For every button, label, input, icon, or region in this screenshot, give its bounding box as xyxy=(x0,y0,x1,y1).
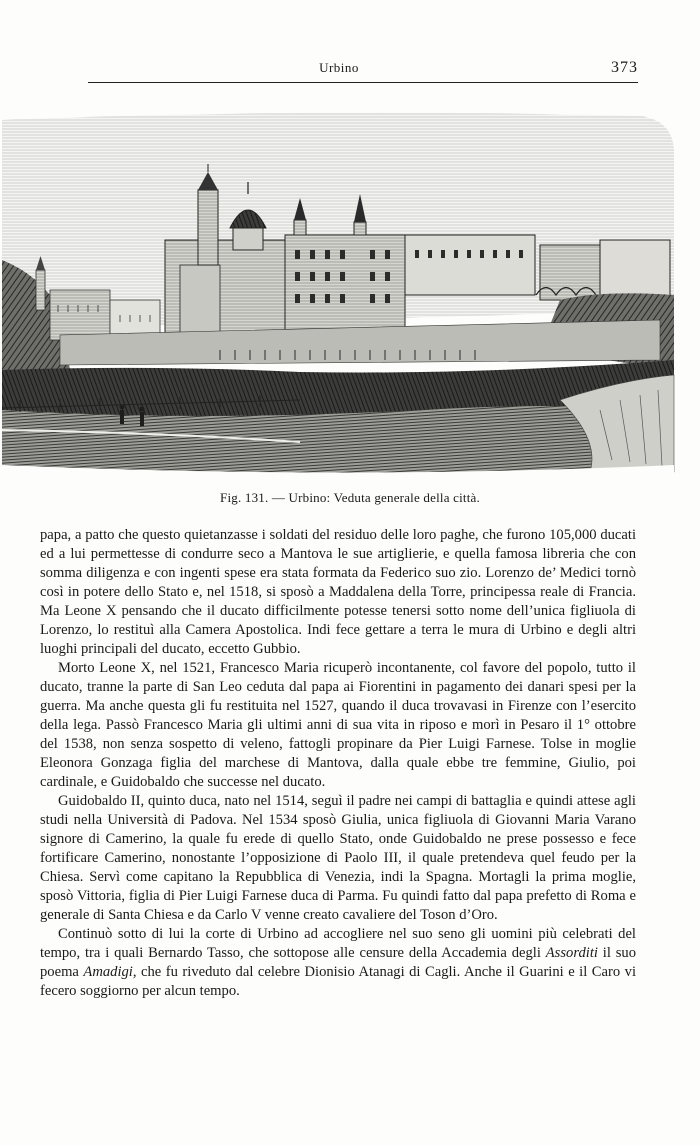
paragraph-1 xyxy=(40,526,636,659)
running-title: Urbino xyxy=(319,60,359,75)
paragraph-3 xyxy=(40,792,636,925)
running-header xyxy=(40,60,638,82)
paragraph-4-text-a: Continuò sotto di lui la corte di Urbino ad accogliere nel suo seno gli uomini più celebrati del tempo, tra i quali Bernardo Tasso, che sottopose alle censure della Accademia degli xyxy=(40,926,636,961)
paragraph-1-text: papa, a patto che questo quietanzasse i soldati del residuo delle loro paghe, che furono 105,000 ducati ed a lui permettesse di condurre seco a Mantova le sue artiglierie, e quella famosa libreria che con somma diligenza e con ingenti spese era stata formata da Federico suo zio. Lorenzo de’ Medici tornò così in potere dello Stato e, nel 1518, si sposò a Maddalena della Torre, principessa reale di Francia. Ma Leone X pensando che il ducato difficilmente potesse tenersi sotto nome dell’unica figliuola di Lorenzo, lo restituì alla Camera Apostolica. Indi fece gettare a terra le mura di Urbino e degli altri luoghi principali del ducato, eccetto Gubbio. xyxy=(40,527,636,657)
academy-name-italic: Assorditi xyxy=(545,945,598,961)
paragraph-4-text-c: , che fu riveduto dal celebre Dionisio Atanagi di Cagli. Anche il Guarini e il Caro vi fecero soggiorno per alcun tempo. xyxy=(40,964,636,999)
paragraph-2-text: Morto Leone X, nel 1521, Francesco Maria ricuperò incontanente, col favore del popolo, tutto il ducato, tranne la parte di San Leo ceduta dal papa ai Fiorentini in pagamento dei danari spesi per la guerra. Ma anche questa gli fu restituita nel 1527, quando il duca trovavasi in Firenze con l’esercito della lega. Passò Francesco Maria gli ultimi anni di sua vita in riposo e morì in Pesaro il 1° ottobre del 1538, non senza sospetto di veleno, fattogli propinare da Pier Luigi Farnese. Tolse in moglie Eleonora Gonzaga figlia del marchese di Mantova, dalla quale ebbe tre femmine, Giulio, poi cardinale, e Guidobaldo che successe nel ducato. xyxy=(40,660,636,790)
page-number: 373 xyxy=(611,59,638,76)
engraving-figure xyxy=(0,110,676,478)
figure-caption: Fig. 131. — Urbino: Veduta generale della città. xyxy=(220,490,480,505)
engraving-illustration xyxy=(0,110,676,478)
paragraph-3-text: Guidobaldo II, quinto duca, nato nel 1514, seguì il padre nei campi di battaglia e quindi attese agli studi nella Università di Padova. Nel 1534 sposò Giulia, unica figliuola di Giovanni Maria Varano signore di Camerino, la quale fu erede di quello Stato, onde Guidobaldo ne prese possesso e fece fortificare Camerino, nonostante l’opposizione di Paolo III, il quale pretendeva quel feudo per la Chiesa. Servì come capitano la Repubblica di Venezia, indi la Spagna. Mortagli la prima moglie, sposò Vittoria, figlia di Pier Luigi Farnese duca di Parma. Fu quindi fatto dal papa prefetto di Roma e generale di Santa Chiesa e da Carlo V venne creato cavaliere del Toson d’Oro. xyxy=(40,793,636,923)
body-text xyxy=(40,526,636,1001)
paragraph-4 xyxy=(40,925,636,1001)
poem-title-italic: Amadigi xyxy=(83,964,133,980)
paragraph-4-text-b: il suo poema xyxy=(40,945,636,980)
header-rule xyxy=(88,82,638,83)
paragraph-2 xyxy=(40,659,636,792)
